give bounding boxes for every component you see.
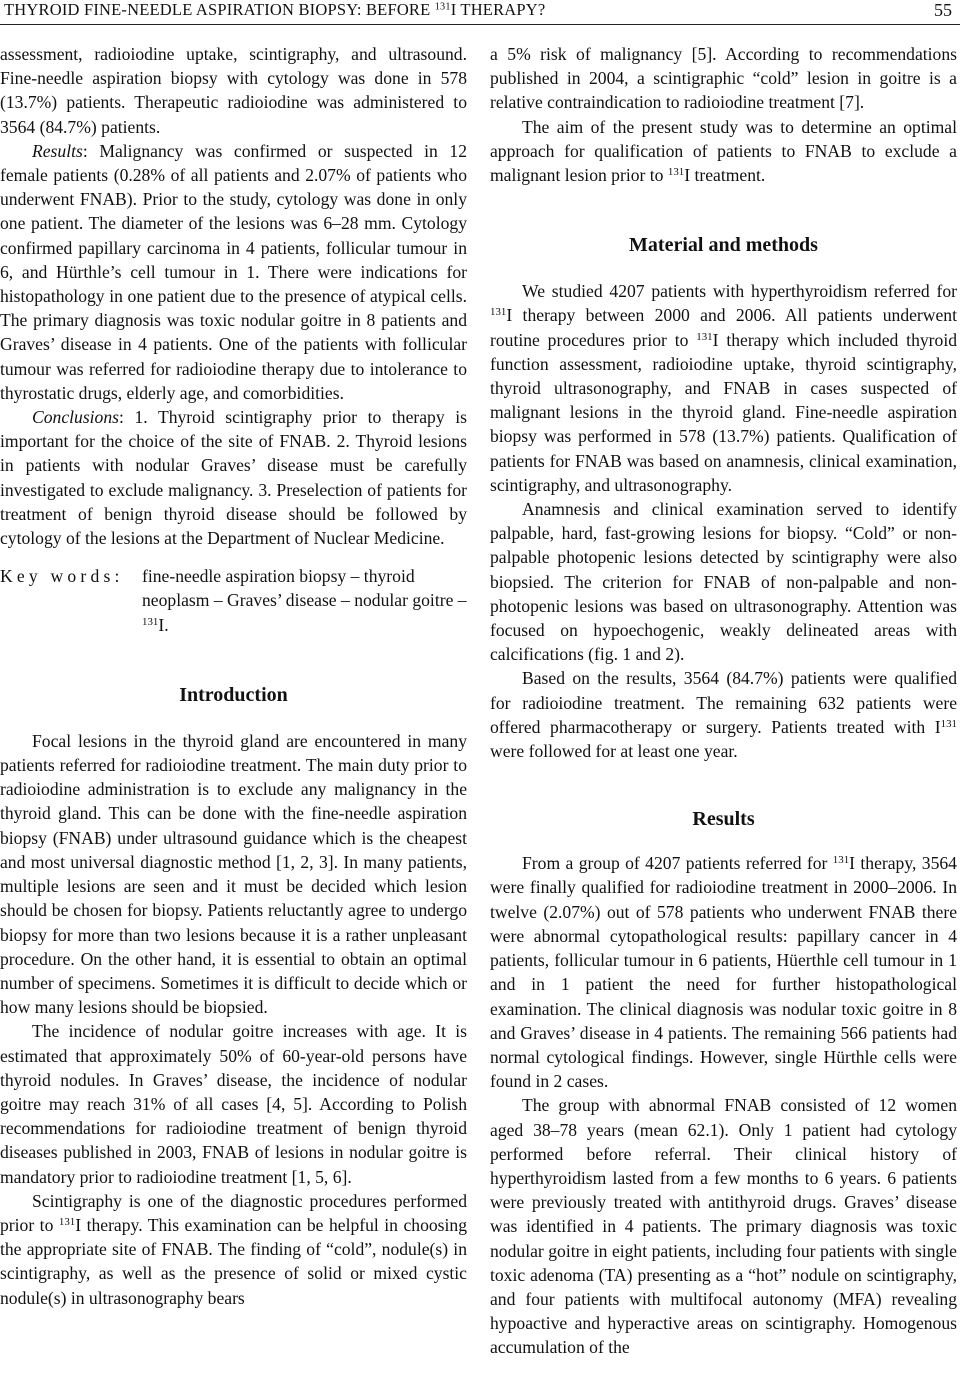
methods-paragraph-1-text: We studied 4207 patients with hyperthyroidism referred for [522,281,957,302]
methods-paragraph-2 [490,497,957,666]
abstract-methods-paragraph [0,42,467,139]
abstract-methods-text: assessment, radioiodine uptake, scintigraphy, and ultrasound. Fine-needle aspiration biopsy with cytology was done in 578 (13.7%) patients. Therapeutic radioiodine was administered to 3564 (84.7%) patients. [0,44,467,137]
running-title [4,0,545,20]
methods-superscript-2: 131 [696,330,713,343]
running-title-superscript: 131 [434,1,451,13]
intro-paragraph-2-text: The incidence of nodular goitre increases with age. It is estimated that approximately 50% of 60-year-old persons have thyroid nodules. In Graves’ disease, the incidence of nodular goitre may reach 31% of all cases [4, 5]. According to Polish recommendations for radioiodine treatment of benign thyroid diseases published in 2003, FNAB of lesions in nodular goitre is mandatory prior to radioiodine treatment [1, 5, 6]. [0,1021,467,1187]
intro-continuation [490,42,957,115]
aim-superscript: 131 [667,166,685,179]
methods-heading: Material and methods [629,234,818,257]
methods-paragraph-3-text-end: were followed for at least one year. [490,741,738,762]
results-paragraph-1-superscript: 131 [832,854,850,867]
intro-paragraph-3-text-end: I therapy. This examination can be helpful in choosing the appropriate site of FNAB. The finding of “cold”, nodule(s) in scintigraphy, as well as the presence of solid or mixed cystic nodule(s) in ultrasonography bears [0,1214,467,1308]
conclusions-label: Conclusions [32,407,119,428]
results-paragraph-1-text-end: I therapy, 3564 were finally qualified for radioiodine treatment in 2000–2006. In twelve (2.07%) out of 578 patients who underwent FNAB there were abnormal cytopathological results: papillary cancer in 4 patients, follicular tumour in 6 patients, Hüerthle cell tumour in 1 and in 1 patient the need for further histopathological examination. The clinical diagnosis was nodular toxic goitre in 8 and Graves’ disease in 4 patients. The remaining 566 patients had normal cytological findings. However, single Hürthle cells were found in 2 cases. [490,853,957,1092]
intro-continuation-text: a 5% risk of malignancy [5]. According to recommendations published in 2004, a scintigraphic “cold” lesion in goitre is a relative contraindication to radioiodine treatment [7]. [490,44,957,113]
results-label: Results [32,140,83,161]
results-paragraph-2-text: The group with abnormal FNAB consisted of 12 women aged 38–78 years (mean 62.1). Only 1 patient had cytology performed before referral. Their clinical history of hyperthyroidism lasted from a few months to 6 years. 6 patients were previously treated with antithyroid drugs. Graves’ disease was identified in 4 patients. The primary diagnosis was toxic nodular goitre in eight patients, including four patients with single toxic adenoma (TA) presenting as a “hot” nodule on scintigraphy, and four patients with multifocal autonomy (MFA) revealing hypoactive and hyperactive areas on scintigraphy. Homogenous accumulation of the [490,1095,957,1358]
abstract-results-paragraph [0,139,467,405]
intro-paragraph-3-text: Scintigraphy is one of the diagnostic procedures performed prior to [0,1190,467,1235]
methods-superscript-1: 131 [490,306,507,319]
methods-paragraph-3-superscript: 131 [940,717,957,730]
keywords-label: Key words: [0,566,124,587]
keywords-text [142,564,467,637]
introduction-heading: Introduction [179,683,288,706]
keywords-end: I. [158,614,169,635]
page-number: 55 [934,0,952,20]
methods-paragraph-1 [490,279,957,497]
aim-text: The aim of the present study was to determine an optimal approach for qualification of patients to FNAB to exclude a malignant lesion prior to [490,116,957,186]
results-text: : Malignancy was confirmed or suspected in 12 female patients (0.28% of all patients and 2.07% of patients who underwent FNAB). Prior to the study, cytology was done in only one patient. The diameter of the lesions was 6–28 mm. Cytology confirmed papillary carcinoma in 4 patients, follicular tumour in 6, and Hürthle’s cell tumour in 1. There were indications for histopathology in one patient due to the presence of atypical cells. The primary diagnosis was toxic nodular goitre in 8 patients and Graves’ disease in 4 patients. One of the patients with follicular tumour was referred for radioiodine therapy due to intolerance to thyrostatic drugs, elderly age, and comorbidities. [0,140,467,403]
conclusions-text: : 1. Thyroid scintigraphy prior to therapy is important for the choice of the site of FNAB. 2. Thyroid lesions in patients with nodular Graves’ disease must be carefully investigated to exclude malignancy. 3. Preselection of patients for treatment of benign thyroid disease should be followed by cytology of the lesions at the Department of Nuclear Medicine. [0,407,467,549]
results-heading: Results [692,808,755,831]
intro-paragraph-1 [0,729,467,1019]
intro-paragraph-1-text: Focal lesions in the thyroid gland are encountered in many patients referred for radioiodine treatment. The main duty prior to radioiodine administration is to exclude any malignancy in the thyroid gland. This can be done with the fine-needle aspiration biopsy (FNAB) under ultrasound guidance which is the cheapest and most universal diagnostic method [1, 2, 3]. In many patients, multiple lesions are seen and it must be decided which lesion should be chosen for biopsy. Patients reluctantly agree to undergo biopsy for more than two lesions because it is a rather unpleasant procedure. On the other hand, it is essential to obtain an optimal number of specimens. Sometimes it is difficult to decide which or how many lesions should be biopsied. [0,730,467,1018]
keywords-block [0,564,467,637]
keywords-superscript: 131 [142,615,159,628]
aim-paragraph [490,115,957,188]
methods-paragraph-1-text-c: I therapy which included thyroid function assessment, radioiodine uptake, thyroid scintigraphy, thyroid ultrasonography, and FNAB in cases suspected of malignant lesions in the thyroid gland. Fine-needle aspiration biopsy was performed in 578 (13.7%) patients. Qualification of patients for FNAB was based on anamnesis, clinical examination, scintigraphy, and ultrasonography. [490,329,957,495]
results-paragraph-1 [490,851,957,1093]
results-paragraph-2 [490,1093,957,1359]
methods-paragraph-3 [490,666,957,763]
results-paragraph-1-text: From a group of 4207 patients referred for [522,853,833,874]
methods-paragraph-3-text: Based on the results, 3564 (84.7%) patients were qualified for radioiodine treatment. The remaining 632 patients were offered pharmacotherapy or surgery. Patients treated with I [490,668,957,737]
keywords-list: fine-needle aspiration biopsy – thyroid neoplasm – Graves’ disease – nodular goitre – [142,566,467,611]
left-column [0,42,467,1310]
intro-paragraph-2 [0,1019,467,1188]
aim-text-end: I treatment. [684,165,766,186]
running-title-text: THYROID FINE-NEEDLE ASPIRATION BIOPSY: BEFORE [4,0,435,19]
intro-paragraph-3 [0,1189,467,1310]
right-column [490,42,957,1360]
methods-paragraph-1-text-b: I therapy between 2000 and 2006. All patients underwent routine procedures prior to [490,305,957,350]
abstract-conclusions-paragraph [0,405,467,550]
intro-paragraph-3-superscript: 131 [58,1215,76,1228]
methods-paragraph-2-text: Anamnesis and clinical examination served to identify palpable, hard, fast-growing lesions for biopsy. “Cold” or non-palpable photopenic lesions detected by scintigraphy were also biopsied. The criterion for FNAB of non-palpable and non-photopenic lesions was based on ultrasonography. Attention was focused on hypoechogenic, weakly delineated areas with calcifications (fig. 1 and 2). [490,499,957,665]
running-title-text-end: I THERAPY? [450,0,546,19]
running-header [0,0,960,25]
